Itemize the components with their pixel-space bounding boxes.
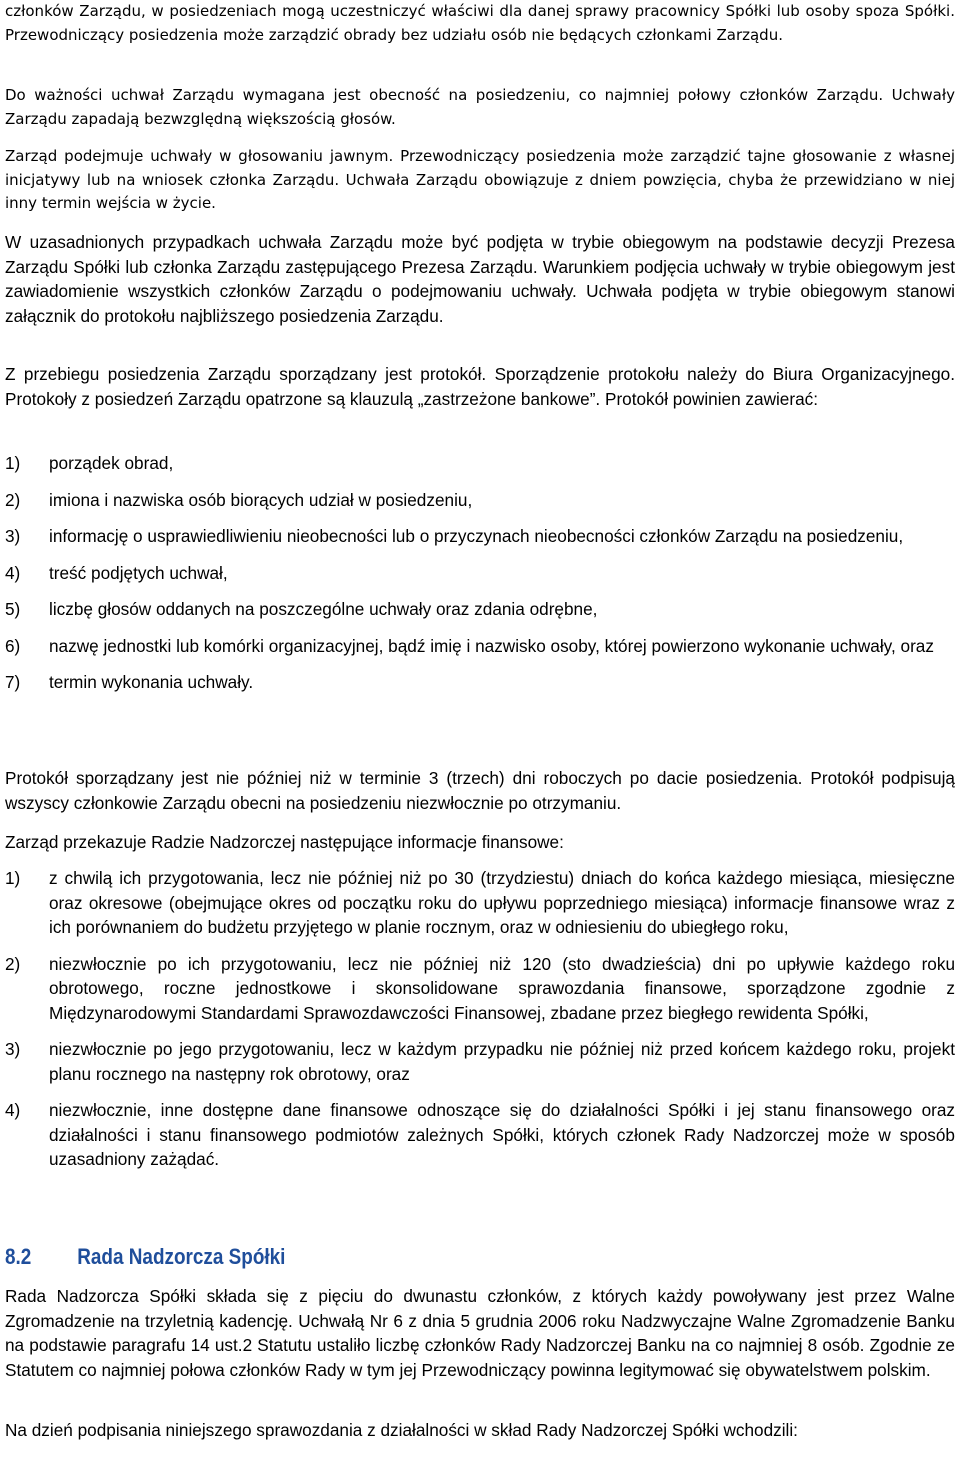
list-item: 1) porządek obrad, bbox=[5, 453, 174, 473]
list-item: 6) nazwę jednostki lub komórki organizacyjnej, bądź imię i nazwisko osoby, której powierzono wykonanie uchwały, oraz bbox=[5, 635, 934, 656]
list-item: 2) niezwłocznie po ich przygotowaniu, lecz nie później niż 120 (sto dwadzieścia) dni po upływie każdego roku obrotowego, roczne jednostkowe i skonsolidowane sprawozdania finansowe, sporządzone zgodnie z Międzynarodowymi Standardami Sprawozdawczości Finansowej, zbadane przez biegłego rewidenta Spółki, bbox=[5, 953, 955, 1023]
paragraph-protocol: Z przebiegu posiedzenia Zarządu sporządzany jest protokół. Sporządzenie protokołu należy do Biura Organizacyjnego. Protokoły z posiedzeń Zarządu opatrzone są klauzulą „zastrzeżone bankowe”. Protokół powinien zawierać: bbox=[5, 364, 955, 409]
paragraph-supervisory-board: Rada Nadzorcza Spółki składa się z pięciu do dwunastu członków, z których każdy powoływany jest przez Walne Zgromadzenie na trzyletnią kadencję. Uchwałą Nr 6 z dnia 5 grudnia 2006 roku Nadzwyczajne Walne Zgromadzenie Banku na podstawie paragrafu 14 ust.2 Statutu ustaliło liczbę członków Rady Nadzorczej Banku na co najmniej 8 osób. Zgodnie ze Statutem co najmniej połowa członków Rady w tym jej Przewodniczący powinna legitymować się obywatelstwem polskim. bbox=[5, 1286, 955, 1380]
list-item: 5) liczbę głosów oddanych na poszczególne uchwały oraz zdania odrębne, bbox=[5, 599, 598, 619]
list-item: 2) imiona i nazwiska osób biorących udział w posiedzeniu, bbox=[5, 489, 473, 510]
list-item: 4) niezwłocznie, inne dostępne dane finansowe odnoszące się do działalności Spółki i jej stanu finansowego oraz działalności i stanu finansowego podmiotów zależnych Spółki, których członek Rady Nadzorczej może w sposób uzasadniony zażądać. bbox=[5, 1100, 955, 1169]
paragraph-financial-info-intro: Zarząd przekazuje Radzie Nadzorczej następujące informacje finansowe: bbox=[5, 832, 564, 852]
protocol-contents-list bbox=[5, 451, 955, 695]
section-number: 8.2 bbox=[5, 1244, 32, 1269]
list-item: 3) informację o usprawiedliwieniu nieobecności lub o przyczynach nieobecności członków Zarządu na posiedzeniu, bbox=[5, 526, 904, 546]
paragraph-voting: Zarząd podejmuje uchwały w głosowaniu jawnym. Przewodniczący posiedzenia może zarządzić tajne głosowanie z własnej inicjatywy lub na wniosek członka Zarządu. Uchwała Zarządu obowiązuje z dniem powzięcia, chyba że przewidziano w niej inny termin wejścia w życie. bbox=[5, 147, 955, 212]
list-item: 1) z chwilą ich przygotowania, lecz nie później niż po 30 (trzydziestu) dniach do końca każdego miesiąca, miesięczne oraz okresowe (obejmujące okres od początku roku do upływu poprzedniego miesiąca) informacje finansowe wraz z ich porównaniem do budżetu przyjętego w planie rocznym, oraz w odniesieniu do ubiegłego roku, bbox=[5, 868, 955, 937]
financial-info-list bbox=[5, 866, 955, 1172]
list-item: 3) niezwłocznie po jego przygotowaniu, lecz w każdym przypadku nie później niż przed końcem każdego roku, projekt planu rocznego na następny rok obrotowy, oraz bbox=[5, 1039, 955, 1084]
paragraph-board-members-intro: Na dzień podpisania niniejszego sprawozdania z działalności w skład Rady Nadzorczej Spółki wchodzili: bbox=[5, 1420, 798, 1440]
list-item: 4) treść podjętych uchwał, bbox=[5, 562, 228, 583]
paragraph-meeting-participants: członków Zarządu, w posiedzeniach mogą uczestniczyć właściwi dla danej sprawy pracownicy Spółki lub osoby spoza Spółki. Przewodniczący posiedzenia może zarządzić obrady bez udziału osób nie będących członkami Zarządu. bbox=[5, 2, 955, 44]
section-title: Rada Nadzorcza Spółki bbox=[77, 1244, 286, 1269]
list-item: 7) termin wykonania uchwały. bbox=[5, 672, 254, 692]
section-heading bbox=[5, 1244, 822, 1270]
paragraph-protocol-signing: Protokół sporządzany jest nie później niż w terminie 3 (trzech) dni roboczych po dacie posiedzenia. Protokół podpisują wszyscy członkowie Zarządu obecni na posiedzeniu niezwłocznie po otrzymaniu. bbox=[5, 768, 955, 813]
paragraph-quorum: Do ważności uchwał Zarządu wymagana jest obecność na posiedzeniu, co najmniej połowy członków Zarządu. Uchwały Zarządu zapadają bezwzględną większością głosów. bbox=[5, 86, 955, 128]
paragraph-circular-resolution: W uzasadnionych przypadkach uchwała Zarządu może być podjęta w trybie obiegowym na podstawie decyzji Prezesa Zarządu Spółki lub członka Zarządu zastępującego Prezesa Zarządu. Warunkiem podjęcia uchwały w trybie obiegowym jest zawiadomienie wszystkich członków Zarządu o podejmowaniu uchwały. Uchwała podjęta w trybie obiegowym stanowi załącznik do protokołu najbliższego posiedzenia Zarządu. bbox=[5, 232, 955, 326]
